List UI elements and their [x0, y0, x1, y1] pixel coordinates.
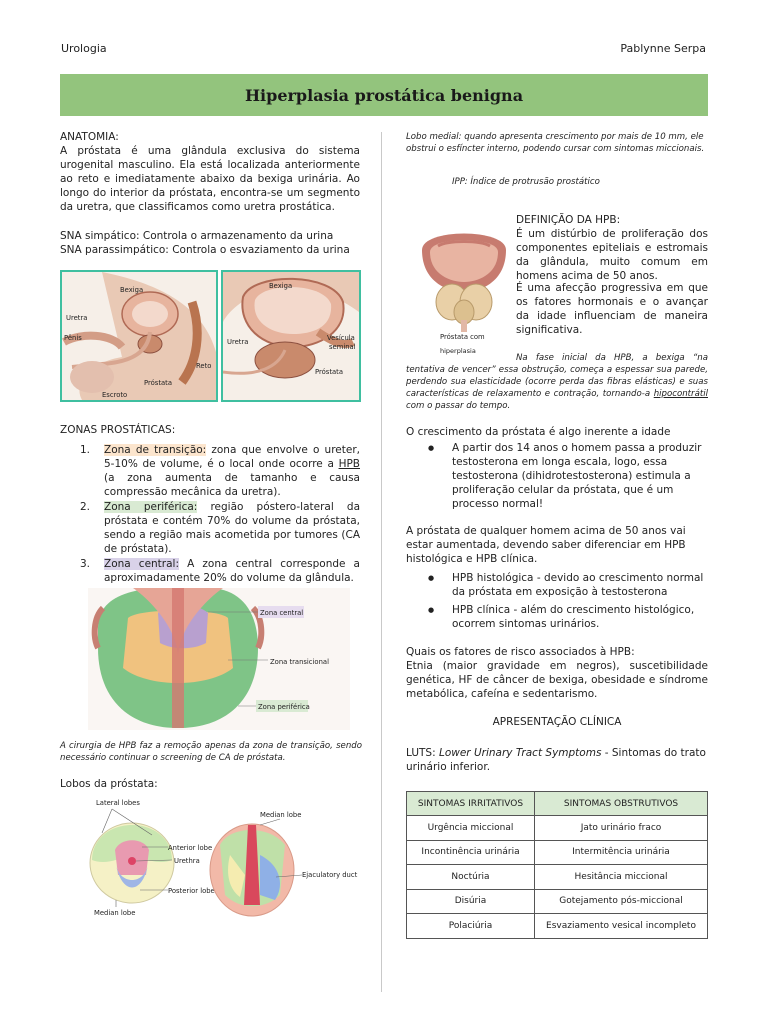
hpb-clinica-label: HPB clínica — [452, 604, 511, 616]
table-cell: Esvaziamento vesical incompleto — [535, 914, 708, 939]
lobos-label-posterior: Posterior lobe — [168, 887, 215, 895]
table-header-obstrutivos: SINTOMAS OBSTRUTIVOS — [535, 792, 708, 816]
zona-central-text: A zona central corresponde a aproximadamente 20% do volume da glândula. — [104, 558, 360, 584]
anatomy-sagittal-illustration — [62, 272, 216, 400]
hpb-types-list — [428, 571, 710, 635]
fatores-text: Etnia (maior gravidade em negros), suscetibilidade genética, HF de câncer de bexiga, obesidade e síndrome metabólica, cafeína e sedentarismo. — [406, 660, 708, 700]
table-row — [407, 914, 708, 939]
lobo-medial-label: Lobo medial: — [406, 132, 462, 142]
zona-central-label: Zona central: — [104, 558, 180, 570]
sintomas-table — [406, 791, 708, 939]
crescimento-list — [428, 441, 708, 515]
luts-italic: Lower Urinary Tract Symptoms — [435, 747, 602, 759]
zona-periferica-label: Zona periférica: — [104, 501, 198, 513]
hipocontratil-link: hipocontrátil — [653, 389, 708, 399]
table-cell: Incontinência urinária — [407, 840, 535, 865]
fig2-label-seminal: seminal — [329, 343, 356, 351]
zonas-heading: ZONAS PROSTÁTICAS: — [60, 424, 176, 436]
table-row — [407, 840, 708, 865]
zonas-figure — [88, 588, 350, 730]
luts-note — [406, 746, 708, 774]
zona-transicao-post: (a zona aumenta de tamanho e causa compressão mecânica da uretra). — [104, 472, 360, 498]
lobos-heading: Lobos da próstata: — [60, 778, 158, 790]
table-cell: Disúria — [407, 889, 535, 914]
zona-item-text — [104, 557, 360, 585]
anatomy-bladder-illustration — [223, 272, 359, 400]
hpb-caption-2: hiperplasia — [440, 347, 476, 355]
zona-transicao-label: Zona de transição: — [104, 444, 207, 456]
column-divider — [381, 132, 382, 992]
fig2-label-bexiga: Bexiga — [269, 282, 293, 290]
fig3-label-transicional: Zona transicional — [270, 658, 329, 666]
fig1-label-uretra: Uretra — [66, 314, 88, 322]
hpb-figure — [418, 220, 510, 340]
hpb-clinica-text: - além do crescimento histológico, ocorrem sintomas urinários. — [452, 604, 695, 630]
zona-item — [80, 557, 360, 585]
table-cell: Gotejamento pós-miccional — [535, 889, 708, 914]
definicao-p2: É uma afecção progressiva em que os fatores hormonais e o avançar da idade influenciam de maneira significativa. — [516, 282, 708, 336]
table-row — [407, 865, 708, 890]
zonas-caption: A cirurgia de HPB faz a remoção apenas da zona de transição, sendo necessário continuar o screening de CA de próstata. — [60, 741, 362, 763]
sna-simpatico — [60, 229, 365, 243]
luts-text: - Sintomas do trato urinário inferior. — [406, 747, 706, 773]
fig1-label-bexiga: Bexiga — [120, 286, 144, 294]
crescimento-heading: O crescimento da próstata é algo inerente a idade — [406, 426, 671, 438]
fatores-heading: Quais os fatores de risco associados à HPB: — [406, 646, 635, 658]
table-cell: Intermitência urinária — [535, 840, 708, 865]
table-cell: Polaciúria — [407, 914, 535, 939]
lobos-label-urethra: Urethra — [174, 857, 200, 865]
fig3-label-periferica: Zona periférica — [258, 703, 310, 711]
sna-parassimpatico-text: Controla o esvaziamento da urina — [168, 244, 350, 256]
sna-parassimpatico — [60, 243, 365, 257]
table-header-row — [407, 792, 708, 816]
lobo-medial-text: quando apresenta crescimento por mais de 10 mm, ele obstrui o esfíncter interno, podendo cursar com sintomas miccionais. — [406, 132, 705, 154]
anatomia-text: A próstata é uma glândula exclusiva do sistema urogenital masculino. Ela está localizada anteriormente ao reto e imediatamente abaixo da bexiga urinária. Ao longo do interior da próstata, encontra-se um segmento da uretra, que classificamos como uretra prostática. — [60, 145, 360, 213]
lobo-medial-note — [406, 131, 708, 155]
zona-item-number: 3. — [80, 558, 91, 570]
lobos-illustration — [80, 795, 370, 920]
ipp-text: Índice de protrusão prostático — [467, 177, 600, 187]
hpb-link: HPB — [338, 458, 360, 470]
list-item — [428, 571, 710, 599]
lobos-label-median-top: Median lobe — [260, 811, 302, 819]
anatomy-sagittal-figure — [60, 270, 218, 402]
zona-periferica-text: região póstero-lateral da próstata e contém 70% do volume da próstata, sendo a região mais acometida por tumores (CA de próstata). — [104, 501, 360, 555]
anatomy-bladder-figure — [221, 270, 361, 402]
zonas-list — [80, 443, 360, 586]
table-row — [407, 889, 708, 914]
table-cell: Jato urinário fraco — [535, 816, 708, 841]
fig1-label-escroto: Escroto — [102, 391, 128, 399]
definicao-p1: É um distúrbio de proliferação dos componentes epiteliais e estromais da glândula, muito comum em homens acima de 50 anos. — [516, 228, 708, 282]
hpb-histologica-label: HPB histológica — [452, 572, 534, 584]
fig1-label-reto: Reto — [196, 362, 212, 370]
zona-item — [80, 443, 360, 499]
zona-item — [80, 500, 360, 556]
fig2-label-vesicula: Vesícula — [327, 334, 355, 342]
header-course: Urologia — [61, 42, 107, 55]
zona-item-number: 1. — [80, 444, 91, 456]
table-cell: Hesitância miccional — [535, 865, 708, 890]
anatomia-heading: ANATOMIA: — [60, 131, 119, 143]
list-item — [428, 603, 710, 631]
zona-item-number: 2. — [80, 501, 91, 513]
page-title: Hiperplasia prostática benigna — [244, 85, 524, 105]
prostata-50-note: A próstata de qualquer homem acima de 50 anos vai estar aumentada, devendo saber diferenciar em HPB histológica e HPB clínica. — [406, 525, 686, 565]
header-author: Pablynne Serpa — [620, 42, 706, 55]
lobos-label-lateral: Lateral lobes — [96, 799, 140, 807]
lobos-label-anterior: Anterior lobe — [168, 844, 213, 852]
table-cell: Noctúria — [407, 865, 535, 890]
zona-item-text — [104, 500, 360, 556]
zona-transicao-pre: zona que envolve o ureter, 5-10% de volume, é o local onde ocorre a — [104, 444, 360, 470]
bexiga-note-a: Na fase inicial da HPB, a bexiga “na tentativa de vencer” essa obstrução, começa a espessar sua parede, perdendo sua elasticidade (ocorre perda das fibras elásticas) e suas características de relaxamento e contração, tornando-a — [406, 353, 708, 399]
apresentacao-heading: APRESENTAÇÃO CLÍNICA — [492, 716, 622, 728]
luts-label: LUTS: — [406, 747, 436, 759]
fig2-label-uretra: Uretra — [227, 338, 249, 346]
list-item: ● A partir dos 14 anos o homem passa a produzir testosterona em longa escala, logo, essa testosterona (dihidrotestosterona) estimula a proliferação celular da próstata, que é um processo normal! — [428, 441, 708, 511]
definicao-heading: DEFINIÇÃO DA HPB: — [516, 214, 621, 226]
zonas-illustration — [88, 588, 350, 730]
fig1-label-penis: Pênis — [64, 334, 82, 342]
sna-simpatico-text: Controla o armazenamento da urina — [139, 230, 334, 242]
hpb-histologica-text: - devido ao crescimento normal da próstata em exposição à testosterona — [452, 572, 704, 598]
zona-item-text — [104, 443, 360, 499]
sna-simpatico-label: SNA simpático: — [60, 230, 140, 242]
fig2-label-prostata: Próstata — [315, 368, 343, 376]
table-cell: Urgência miccional — [407, 816, 535, 841]
bexiga-note — [406, 352, 708, 412]
fig3-label-central: Zona central — [260, 609, 304, 617]
ipp-label: IPP: — [452, 177, 468, 187]
hpb-illustration — [418, 220, 510, 340]
lobos-figure — [80, 795, 370, 920]
table-header-irritativos: SINTOMAS IRRITATIVOS — [407, 792, 535, 816]
hpb-caption-1: Próstata com — [440, 333, 485, 340]
title-bar — [60, 74, 708, 116]
sna-parassimpatico-label: SNA parassimpático: — [60, 244, 169, 256]
lobos-label-median-bottom: Median lobe — [94, 909, 136, 917]
table-row — [407, 816, 708, 841]
ipp-note — [452, 176, 702, 188]
bexiga-note-b: com o passar do tempo. — [406, 401, 511, 411]
lobos-label-ejaculatory: Ejaculatory duct — [302, 871, 358, 879]
fig1-label-prostata: Próstata — [144, 379, 172, 387]
